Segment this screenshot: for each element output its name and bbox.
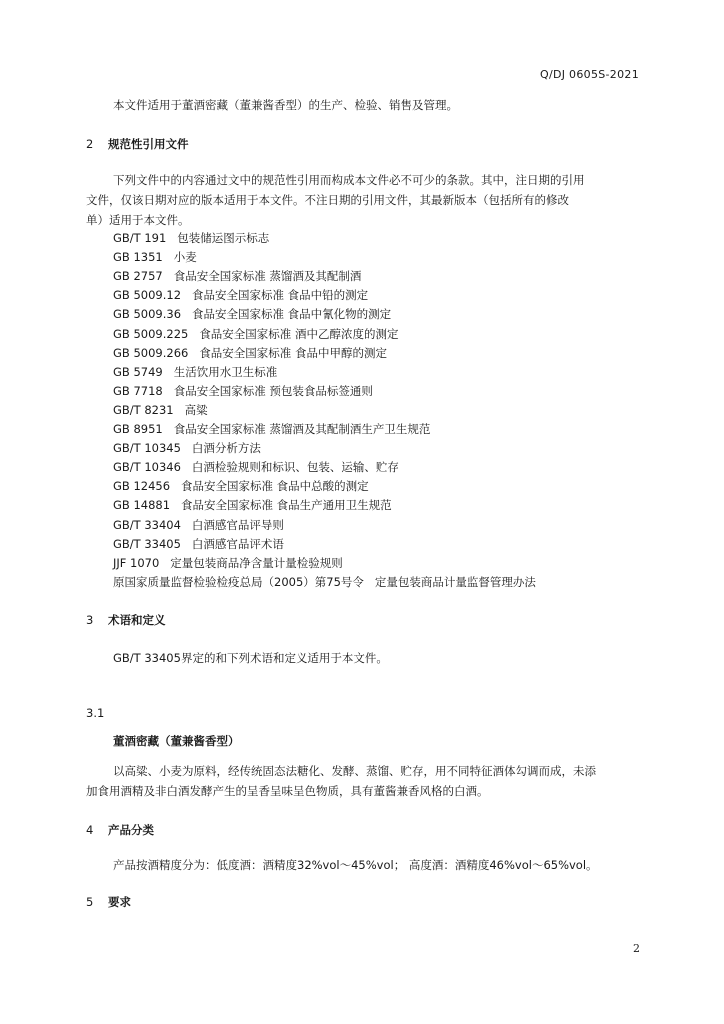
reference-title: 包装储运图示标志 (177, 231, 270, 245)
reference-title: 高粱 (184, 402, 208, 417)
reference-code: JJF 1070 (113, 555, 160, 570)
reference-title: 白酒感官品评导则 (191, 517, 284, 532)
reference-item (113, 574, 536, 590)
reference-code: GB/T 10346 (113, 460, 181, 475)
reference-title: 食品安全国家标准 预包装食品标签通则 (173, 383, 373, 398)
reference-item (113, 268, 361, 284)
reference-title: 食品安全国家标准 食品中总酸的测定 (181, 479, 369, 494)
reference-title: 食品安全国家标准 蒸馏酒及其配制酒生产卫生规范 (173, 422, 431, 436)
reference-code: GB 7718 (113, 383, 163, 398)
section-2-intro-line-3: 单）适用于本文件。 (86, 213, 190, 227)
reference-code: 原国家质量监督检验检疫总局（2005）第75号令 (113, 574, 364, 589)
section-number: 5 (86, 895, 94, 909)
section-3-heading (86, 612, 166, 628)
reference-code: GB 12456 (113, 479, 171, 494)
reference-code: GB 5009.266 (113, 345, 189, 360)
section-title: 术语和定义 (108, 613, 166, 627)
section-number: 3 (86, 613, 94, 627)
section-number: 4 (86, 823, 94, 837)
reference-item (113, 459, 399, 475)
section-2-heading (86, 136, 189, 152)
reference-title: 白酒检验规则和标识、包装、运输、贮存 (191, 460, 399, 475)
reference-item (113, 249, 197, 265)
term-definition-line-2: 加食用酒精及非白酒发酵产生的呈香呈味呈色物质，具有董酱兼香风格的白酒。 (86, 784, 489, 798)
reference-title: 食品安全国家标准 酒中乙醇浓度的测定 (199, 326, 399, 341)
reference-item (113, 555, 343, 571)
section-3-intro: GB/T 33405界定的和下列术语和定义适用于本文件。 (113, 651, 388, 665)
reference-title: 小麦 (173, 250, 197, 265)
reference-code: GB/T 33404 (113, 517, 181, 532)
reference-code: GB 5009.12 (113, 288, 182, 303)
reference-code: GB/T 8231 (113, 402, 174, 417)
section-title: 要求 (108, 895, 131, 909)
page-number: 2 (633, 942, 640, 955)
subsection-3-1-number: 3.1 (86, 706, 105, 720)
reference-code: GB/T 10345 (113, 441, 181, 456)
reference-title: 定量包装商品净含量计量检验规则 (170, 555, 343, 570)
reference-code: GB 1351 (113, 250, 163, 265)
reference-item (113, 517, 284, 533)
reference-item (113, 364, 277, 380)
reference-item (113, 345, 387, 361)
reference-title: 白酒感官品评术语 (191, 536, 284, 551)
reference-item (113, 402, 208, 418)
term-definition-line-1: 以高粱、小麦为原料，经传统固态法糖化、发酵、蒸馏、贮存，用不同特征酒体勾调而成，未添 (113, 764, 596, 778)
section-number: 2 (86, 137, 94, 151)
reference-code: GB 14881 (113, 498, 171, 513)
reference-code: GB 8951 (113, 422, 163, 436)
section-2-intro-line-2: 文件，仅该日期对应的版本适用于本文件。不注日期的引用文件，其最新版本（包括所有的修改 (86, 193, 569, 207)
reference-item (113, 478, 369, 494)
reference-title: 食品安全国家标准 蒸馏酒及其配制酒 (173, 269, 362, 284)
reference-code: GB 5009.36 (113, 307, 182, 322)
reference-item (113, 440, 261, 456)
scope-paragraph: 本文件适用于董酒密藏（董兼酱香型）的生产、检验、销售及管理。 (113, 98, 458, 112)
reference-item (113, 383, 373, 399)
reference-item (113, 497, 392, 513)
section-4-heading (86, 822, 154, 838)
section-2-intro-line-1: 下列文件中的内容通过文中的规范性引用而构成本文件必不可少的条款。其中，注日期的引用 (113, 173, 585, 187)
section-title: 规范性引用文件 (108, 137, 189, 151)
reference-code: GB 5749 (113, 364, 163, 379)
reference-title: 食品安全国家标准 食品中氰化物的测定 (191, 307, 392, 322)
reference-code: GB/T 191 (113, 231, 167, 245)
reference-item (113, 230, 269, 246)
reference-item (113, 326, 398, 342)
reference-title: 食品安全国家标准 食品中甲醇的测定 (199, 345, 387, 360)
reference-title: 食品安全国家标准 食品生产通用卫生规范 (181, 498, 392, 513)
reference-item (113, 287, 368, 303)
section-5-heading (86, 894, 131, 910)
reference-title: 生活饮用水卫生标准 (173, 364, 278, 379)
section-title: 产品分类 (108, 823, 154, 837)
reference-code: GB/T 33405 (113, 536, 181, 551)
reference-title: 白酒分析方法 (191, 441, 261, 456)
document-number: Q/DJ 0605S-2021 (539, 68, 639, 81)
reference-code: GB 2757 (113, 269, 163, 284)
term-title: 董酒密藏（董兼酱香型） (113, 734, 240, 748)
reference-title: 定量包装商品计量监督管理办法 (374, 574, 536, 589)
reference-item (113, 421, 430, 437)
reference-item (113, 306, 391, 322)
reference-item (113, 536, 284, 552)
section-4-text: 产品按酒精度分为：低度酒：酒精度32%vol～45%vol； 高度酒：酒精度46%vol～65%vol。 (113, 858, 598, 872)
reference-title: 食品安全国家标准 食品中铅的测定 (191, 288, 369, 303)
reference-code: GB 5009.225 (113, 326, 189, 341)
